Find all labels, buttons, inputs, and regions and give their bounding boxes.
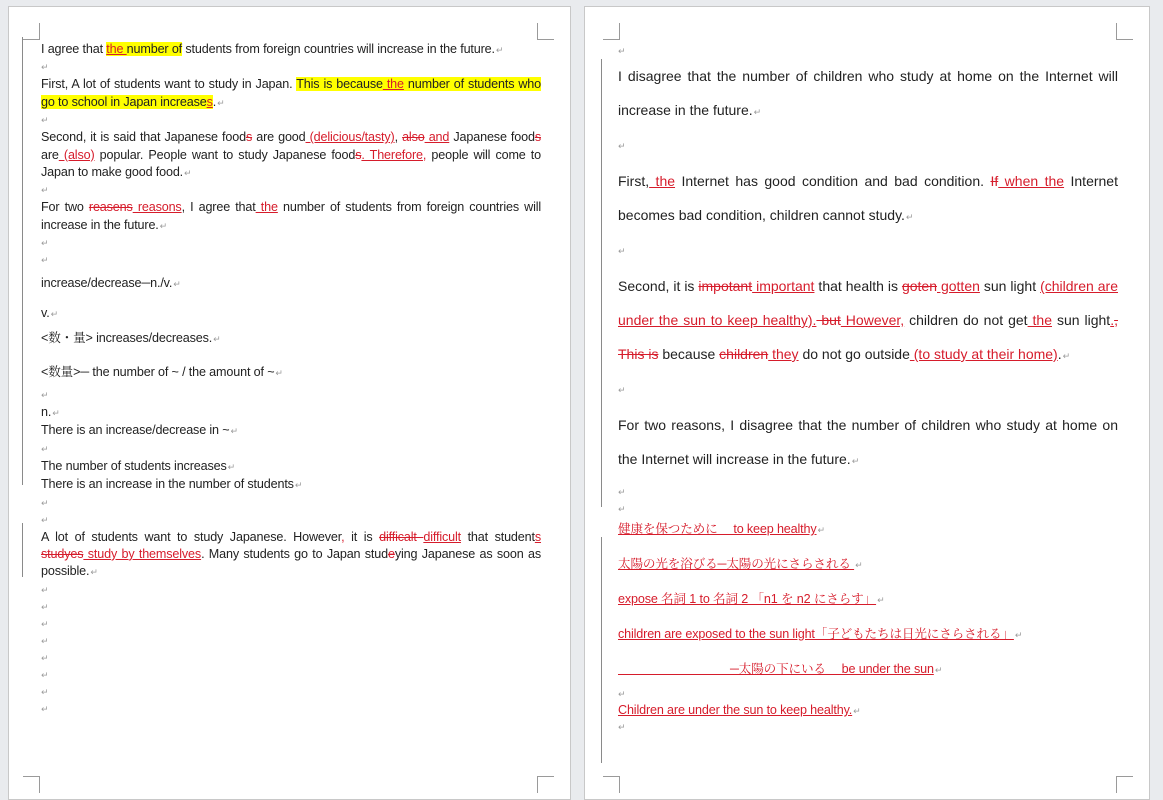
paragraph-mark: ↵ [817, 525, 825, 535]
change-bar [601, 537, 602, 763]
inserted-text: (delicious/tasty) [305, 130, 395, 145]
note-line[interactable]: ─太陽の下にいる be under the sun↵ [730, 662, 943, 676]
paragraph-mark: ↵ [213, 334, 221, 345]
paragraph-mark: ↵ [753, 107, 762, 117]
inserted-text: difficult [423, 529, 461, 544]
vocab-note[interactable]: v.↵ [41, 305, 58, 320]
deleted-text: studyes [41, 546, 84, 561]
document-page-right[interactable] [584, 6, 1150, 800]
inserted-text: important [752, 278, 815, 294]
paragraph-4[interactable]: For two reasons, I disagree that the number of children who study at home on the Internet will increase in the future.↵ [618, 417, 1118, 467]
paragraph-2[interactable]: First, A lot of students want to study in Japan. This is because the number of students who go to school in Japan increases.↵ [41, 77, 542, 109]
paragraph-mark: ↵ [159, 220, 168, 231]
paragraph-mark: ↵ [50, 308, 58, 319]
margin-corner-bottom-right [537, 776, 554, 793]
note-line[interactable]: children are exposed to the sun light「子どもたちは日光にさらされる」↵ [618, 627, 1023, 641]
paragraph-mark: ↵ [851, 456, 860, 466]
change-bar [22, 37, 23, 485]
paragraph-mark: ↵ [1062, 351, 1071, 361]
inserted-text: when the [998, 173, 1065, 189]
change-bar [601, 59, 602, 507]
margin-corner-top-left [603, 23, 620, 40]
inserted-text: (children are under the sun to keep healthy) [618, 278, 1118, 328]
paragraph-4[interactable]: For two reasens reasons, I agree that the number of students from foreign countries will increase in the future.↵ [41, 200, 542, 232]
paragraph-mark: ↵ [495, 45, 504, 55]
empty-paragraph: ↵ [41, 703, 49, 714]
paragraph-mark: ↵ [905, 212, 914, 222]
empty-paragraph: ↵ [618, 385, 626, 395]
vocab-note[interactable]: <数・量> increases/decreases.↵ [41, 331, 221, 346]
margin-corner-bottom-left [23, 776, 40, 793]
paragraph-1[interactable]: I disagree that the number of children who study at home on the Internet will increase in the future.↵ [618, 68, 1118, 118]
inserted-text: (also) [58, 147, 95, 162]
highlighted-text: number of [126, 42, 183, 56]
empty-paragraph: ↵ [41, 652, 49, 663]
empty-paragraph: ↵ [618, 504, 626, 514]
deleted-text: goten [901, 278, 937, 294]
highlighted-text: number of students who go to school in Japan increase [41, 77, 542, 109]
inserted-text: . [812, 312, 817, 328]
inserted-text: the [382, 77, 404, 92]
empty-paragraph: ↵ [41, 686, 49, 697]
right-page-text[interactable] [618, 43, 1118, 734]
inserted-text: reasons [132, 200, 182, 215]
empty-paragraph: ↵ [41, 443, 49, 454]
empty-paragraph: ↵ [41, 255, 49, 266]
inserted-text: . Therefore, [361, 147, 427, 162]
note-line[interactable]: 太陽の光を浴びる─太陽の光にさらされる ↵ [618, 557, 863, 571]
empty-paragraph: ↵ [41, 497, 49, 508]
margin-corner-bottom-right [1116, 776, 1133, 793]
margin-corner-top-right [1116, 23, 1133, 40]
paragraph-mark: ↵ [173, 279, 181, 290]
document-page-left[interactable] [8, 6, 571, 800]
paragraph-mark: ↵ [1014, 630, 1023, 640]
empty-paragraph: ↵ [41, 238, 49, 249]
paragraph-mark: ↵ [877, 595, 885, 605]
paragraph-mark: ↵ [217, 97, 225, 108]
deleted-text: s [245, 130, 253, 145]
inserted-text: . [1110, 312, 1115, 328]
empty-paragraph: ↵ [41, 601, 49, 612]
highlighted-text: This is because [296, 77, 383, 92]
paragraph-5[interactable]: A lot of students want to study Japanese. However, it is difficalt difficult that students studyes study by themselves. Many students go to Japan studeying Japanese as soon as possible.↵ [41, 529, 542, 579]
empty-paragraph: ↵ [618, 246, 626, 256]
empty-paragraph: ↵ [618, 141, 626, 151]
inserted-text: gotten [937, 278, 980, 294]
paragraph-mark: ↵ [230, 426, 238, 437]
paragraph-mark: ↵ [275, 368, 283, 379]
paragraph-mark: ↵ [90, 567, 98, 578]
left-page-text[interactable] [41, 41, 541, 718]
paragraph-2[interactable]: First, the Internet has good condition and bad condition. If when the Internet becomes bad condition, children cannot study.↵ [618, 173, 1118, 223]
paragraph-mark: ↵ [227, 461, 236, 472]
empty-paragraph: ↵ [618, 689, 626, 699]
vocab-note[interactable]: n.↵ [41, 404, 60, 419]
inserted-text: s [534, 529, 542, 544]
paragraph-mark: ↵ [184, 168, 192, 179]
paragraph-mark: ↵ [855, 560, 863, 570]
empty-paragraph: ↵ [41, 62, 49, 73]
vocab-note[interactable]: There is an increase in the number of students↵ [41, 477, 303, 492]
deleted-text: This is [618, 346, 659, 362]
empty-paragraph: ↵ [41, 669, 49, 680]
paragraph-1[interactable]: I agree that the number of students from foreign countries will increase in the future.↵ [41, 42, 504, 56]
vocab-note[interactable]: There is an increase/decrease in ~↵ [41, 423, 238, 438]
inserted-text: the [106, 42, 127, 56]
deleted-text: , [1114, 312, 1118, 328]
deleted-text: e [387, 546, 395, 561]
inserted-text: However, [840, 312, 905, 328]
inserted-text: and [424, 130, 450, 145]
vocab-note[interactable]: increase/decrease─n./v.↵ [41, 276, 181, 291]
paragraph-mark: ↵ [853, 706, 861, 716]
deleted-text: also [402, 130, 425, 145]
deleted-text: difficalt [379, 529, 424, 544]
vocab-note[interactable]: <数量>─ the number of ~ / the amount of ~↵ [41, 365, 283, 380]
deleted-text: If [990, 173, 999, 189]
inserted-text: the [649, 173, 676, 189]
empty-paragraph: ↵ [41, 514, 49, 525]
deleted-text: children [719, 346, 769, 362]
vocab-note[interactable]: The number of students increases↵ [41, 458, 236, 473]
empty-paragraph: ↵ [41, 389, 49, 400]
paragraph-mark: ↵ [294, 480, 303, 491]
paragraph-3[interactable]: Second, it is impotant important that health is goten gotten sun light (children are under the sun to keep healthy). but However, children do not get the sun light., This is because children they do not go outside (to study at their home).↵ [618, 278, 1118, 362]
empty-paragraph: ↵ [41, 635, 49, 646]
inserted-text: the [255, 200, 278, 215]
margin-corner-top-right [537, 23, 554, 40]
deleted-text: s [534, 130, 541, 145]
paragraph-3[interactable]: Second, it is said that Japanese foods are good (delicious/tasty), also and Japanese foods are (also) popular. People want to study Japanese foods. Therefore, people will come to Japan to make good food.↵ [41, 130, 541, 180]
note-line[interactable]: Children are under the sun to keep healthy.↵ [618, 703, 861, 717]
note-line[interactable]: expose 名詞 1 to 名詞 2 「n1 を n2 にさらす」↵ [618, 592, 885, 606]
paragraph-mark: ↵ [52, 407, 60, 418]
note-line[interactable]: 健康を保つために to keep healthy↵ [618, 522, 825, 536]
deleted-text: but [816, 312, 841, 328]
inserted-text: , [341, 529, 345, 544]
empty-paragraph: ↵ [618, 487, 626, 497]
empty-paragraph: ↵ [618, 722, 626, 732]
inserted-text: (to study at their home) [909, 346, 1058, 362]
deleted-text: reasens [88, 200, 133, 215]
inserted-text: they [768, 346, 799, 362]
empty-paragraph: ↵ [41, 584, 49, 595]
deleted-text: impotant [698, 278, 753, 294]
inserted-text: the [1027, 312, 1052, 328]
inserted-text: s [206, 94, 213, 109]
empty-paragraph: ↵ [618, 46, 626, 56]
deleted-text: s [355, 147, 362, 162]
empty-paragraph: ↵ [41, 115, 49, 126]
margin-corner-bottom-left [603, 776, 620, 793]
change-bar [22, 523, 23, 577]
paragraph-mark: ↵ [934, 665, 943, 675]
empty-paragraph: ↵ [41, 618, 49, 629]
inserted-text: study by themselves [83, 546, 202, 561]
margin-corner-top-left [23, 23, 40, 40]
empty-paragraph: ↵ [41, 185, 49, 196]
